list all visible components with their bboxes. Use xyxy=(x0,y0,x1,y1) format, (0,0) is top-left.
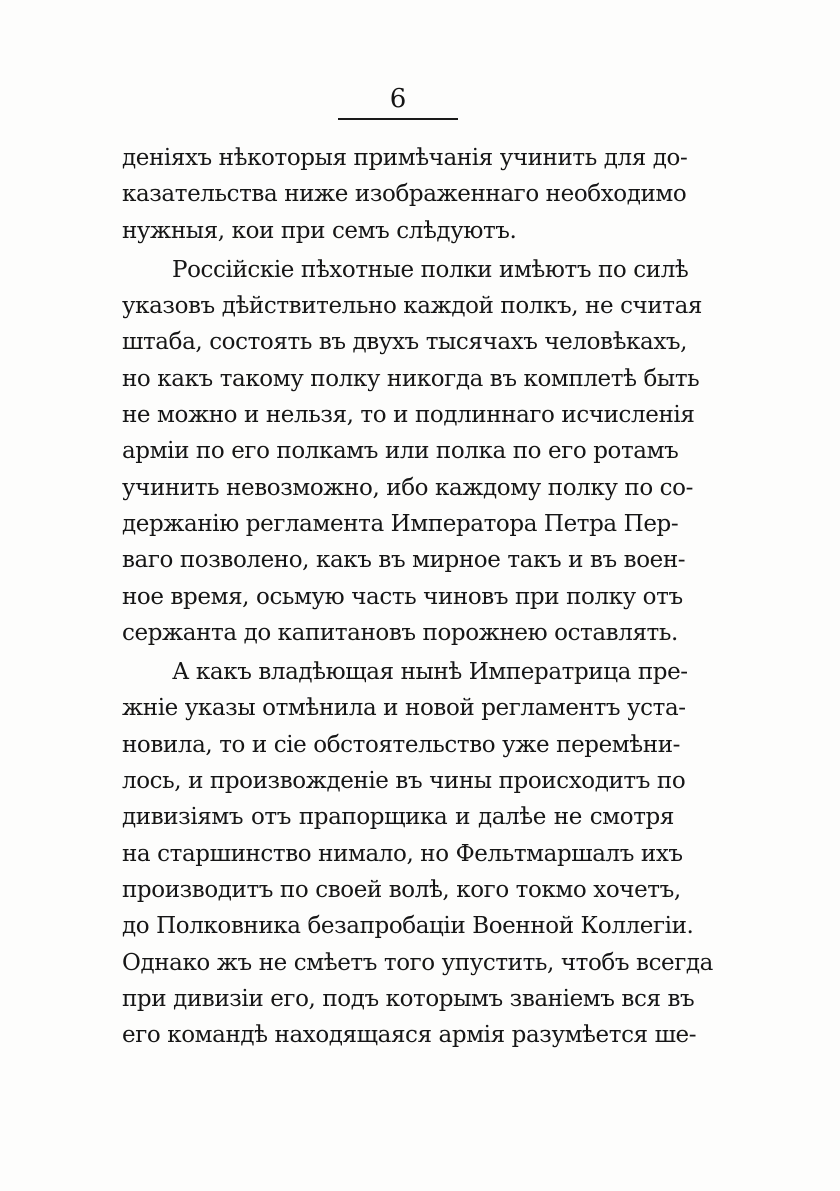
page-number-rule xyxy=(338,118,458,120)
text-line: не можно и нельзя, то и подлиннаго исчисленія xyxy=(122,402,695,429)
paragraph-2 xyxy=(122,252,703,651)
body-text xyxy=(122,140,713,1053)
text-line: казательства ниже изображеннаго необходимо xyxy=(122,181,687,208)
text-line: деніяхъ нѣкоторыя примѣчанія учинить для до- xyxy=(122,145,688,171)
text-line: при дивизіи его, подъ которымъ званіемъ вся въ xyxy=(122,985,695,1012)
text-line: Однако жъ не смѣетъ того упустить, чтобъ всегда xyxy=(122,949,713,976)
text-line: производитъ по своей волѣ, кого токмо хочетъ, xyxy=(122,876,681,903)
text-line: арміи по его полкамъ или полка по его ротамъ xyxy=(122,438,679,465)
text-line: держанію регламента Императора Петра Пер- xyxy=(122,510,679,537)
text-line: А какъ владѣющая нынѣ Императрица пре- xyxy=(172,659,688,686)
page-number: 6 xyxy=(389,84,407,114)
text-line: ное время, осьмую часть чиновъ при полку отъ xyxy=(122,583,683,610)
text-line: лось, и произвожденіе въ чины происходитъ по xyxy=(122,768,686,795)
text-line: но какъ такому полку никогда въ комплетѣ быть xyxy=(122,365,700,392)
text-line: нужныя, кои при семъ слѣдуютъ. xyxy=(122,217,517,244)
text-line: указовъ дѣйствительно каждой полкъ, не считая xyxy=(122,293,703,320)
text-line: сержанта до капитановъ порожнею оставлять. xyxy=(122,619,678,646)
text-line: штаба, состоять въ двухъ тысячахъ человѣкахъ, xyxy=(122,329,688,356)
text-line: дивизіямъ отъ прапорщика и далѣе не смотря xyxy=(122,804,674,831)
text-line: его командѣ находящаяся армія разумѣется ше- xyxy=(122,1022,697,1049)
paragraph-3 xyxy=(122,654,713,1053)
text-line: Россійскіе пѣхотные полки имѣютъ по силѣ xyxy=(172,256,689,283)
text-line: на старшинство нимало, но Фельтмаршалъ ихъ xyxy=(122,840,683,867)
paragraph-1 xyxy=(122,140,688,249)
text-line: новила, то и сіе обстоятельство уже перемѣни- xyxy=(122,731,680,758)
text-line: ваго позволено, какъ въ мирное такъ и въ воен- xyxy=(122,547,686,574)
text-line: жніе указы отмѣнила и новой регламентъ уста- xyxy=(122,695,686,722)
text-line: учинить невозможно, ибо каждому полку по со- xyxy=(122,474,693,501)
text-line: до Полковника безапробаціи Военной Коллегіи. xyxy=(122,913,694,940)
